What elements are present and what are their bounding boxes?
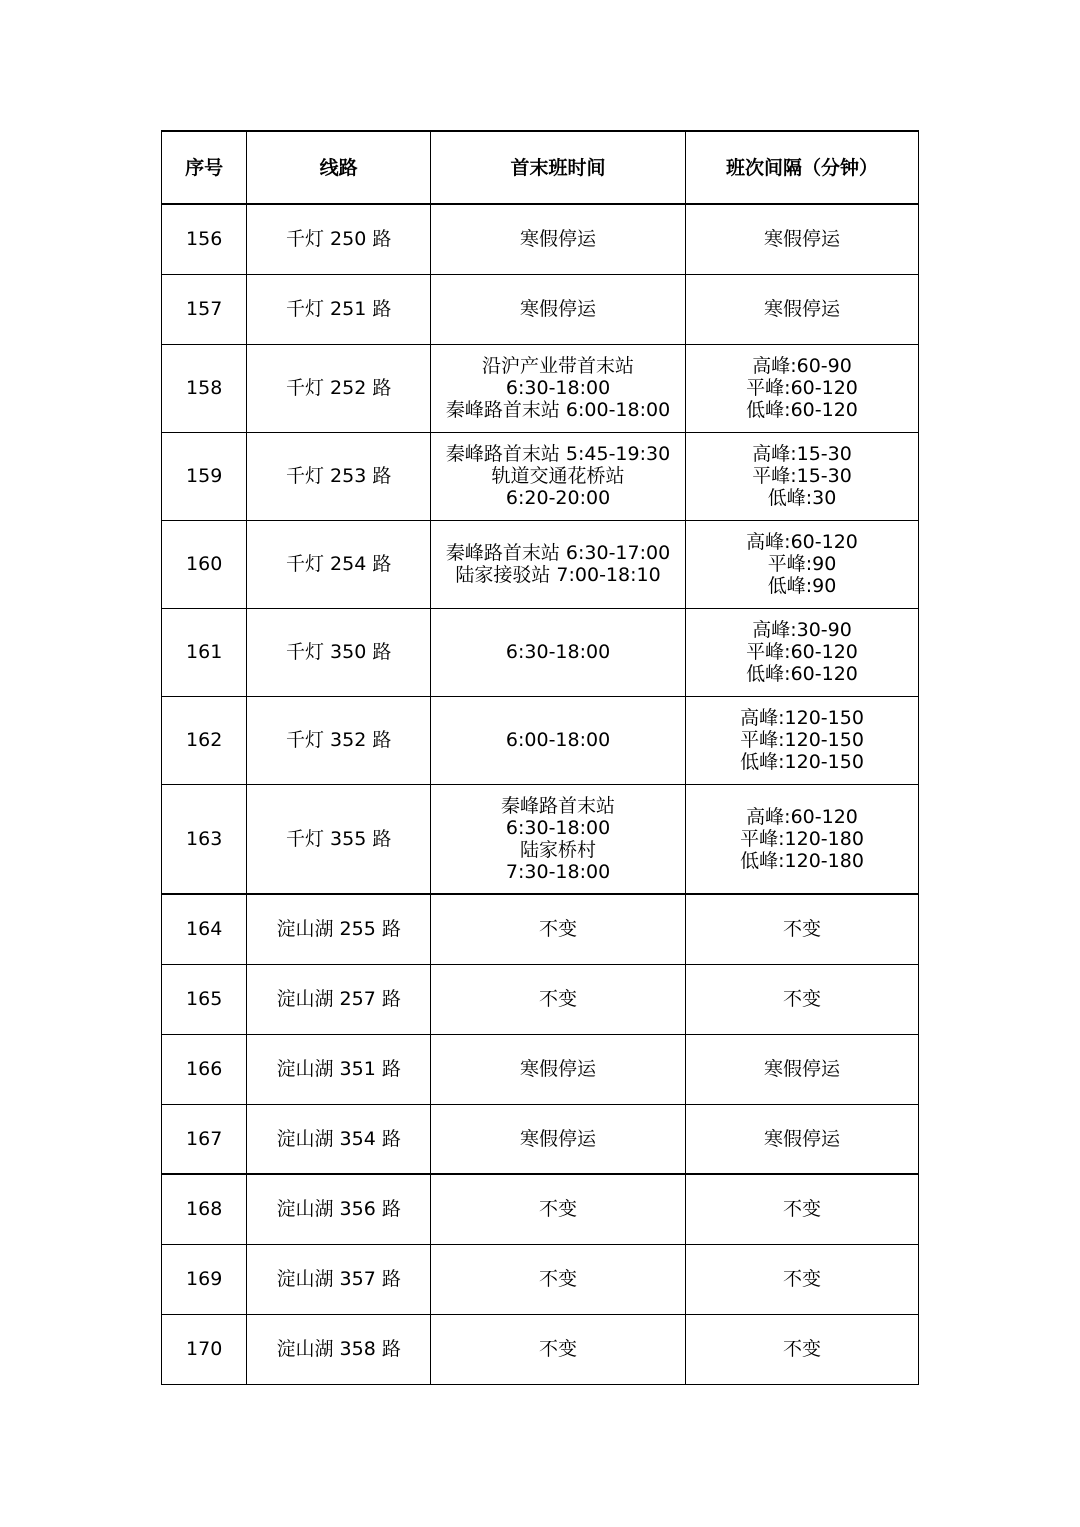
table-row (162, 1314, 919, 1384)
cell-no: 161 (162, 608, 247, 696)
cell-interval (686, 1104, 919, 1174)
cell-route: 淀山湖 358 路 (247, 1314, 431, 1384)
cell-times (431, 784, 686, 894)
time-line: 6:30-18:00 (505, 641, 611, 663)
interval-line: 平峰:120-180 (740, 827, 864, 850)
cell-times (431, 1034, 686, 1104)
interval-line: 低峰:30 (767, 487, 837, 509)
header-no: 序号 (162, 131, 247, 204)
cell-route: 千灯 352 路 (247, 696, 431, 784)
time-line: 寒假停运 (520, 298, 597, 320)
interval-line: 平峰:60-120 (746, 641, 858, 663)
cell-interval (686, 520, 919, 608)
time-line: 6:20-20:00 (505, 487, 611, 509)
cell-times (431, 274, 686, 344)
table-row (162, 608, 919, 696)
table-row (162, 964, 919, 1034)
table-header (162, 131, 919, 204)
time-line: 6:30-18:00 (505, 377, 611, 399)
interval-line: 不变 (783, 1268, 822, 1290)
time-line: 秦峰路首末站 6:30-17:00 (445, 542, 671, 564)
interval-line: 寒假停运 (764, 1058, 841, 1080)
cell-interval (686, 432, 919, 520)
time-line: 7:30-18:00 (505, 860, 611, 883)
interval-line: 不变 (783, 918, 822, 941)
cell-no: 168 (162, 1174, 247, 1244)
cell-route: 淀山湖 354 路 (247, 1104, 431, 1174)
cell-no: 170 (162, 1314, 247, 1384)
time-line: 6:30-18:00 (505, 816, 611, 839)
interval-line: 高峰:120-150 (740, 707, 864, 729)
interval-line: 寒假停运 (764, 298, 841, 320)
interval-line: 寒假停运 (764, 1127, 841, 1150)
cell-times (431, 204, 686, 274)
cell-times (431, 1244, 686, 1314)
cell-route: 千灯 253 路 (247, 432, 431, 520)
cell-route: 淀山湖 257 路 (247, 964, 431, 1034)
interval-line: 高峰:60-120 (746, 531, 858, 553)
time-line: 不变 (539, 988, 578, 1010)
interval-line: 平峰:90 (767, 553, 837, 575)
interval-line: 低峰:90 (767, 575, 837, 597)
cell-route: 淀山湖 351 路 (247, 1034, 431, 1104)
cell-interval (686, 784, 919, 894)
cell-interval (686, 1174, 919, 1244)
interval-line: 低峰:60-120 (746, 399, 858, 421)
time-line: 秦峰路首末站 5:45-19:30 (445, 443, 671, 465)
table-row (162, 696, 919, 784)
table-row (162, 274, 919, 344)
time-line: 轨道交通花桥站 (491, 465, 625, 487)
cell-no: 158 (162, 344, 247, 432)
cell-route: 淀山湖 356 路 (247, 1174, 431, 1244)
cell-no: 167 (162, 1104, 247, 1174)
table-row (162, 1174, 919, 1244)
cell-no: 164 (162, 894, 247, 964)
interval-line: 高峰:30-90 (752, 619, 852, 641)
table-row (162, 1104, 919, 1174)
cell-no: 156 (162, 204, 247, 274)
table-row (162, 432, 919, 520)
cell-route: 千灯 355 路 (247, 784, 431, 894)
header-route: 线路 (247, 131, 431, 204)
header-interval: 班次间隔（分钟） (686, 131, 919, 204)
time-line: 不变 (539, 1338, 578, 1360)
cell-times (431, 696, 686, 784)
time-line: 陆家接驳站 7:00-18:10 (455, 564, 661, 586)
time-line: 6:00-18:00 (505, 729, 611, 751)
cell-interval (686, 696, 919, 784)
cell-route: 淀山湖 357 路 (247, 1244, 431, 1314)
interval-line: 高峰:60-120 (746, 805, 858, 828)
interval-line: 低峰:120-180 (740, 849, 864, 872)
cell-interval (686, 608, 919, 696)
time-line: 不变 (539, 1198, 578, 1221)
table-row (162, 520, 919, 608)
cell-route: 千灯 251 路 (247, 274, 431, 344)
cell-interval (686, 894, 919, 964)
cell-times (431, 964, 686, 1034)
time-line: 秦峰路首末站 6:00-18:00 (445, 399, 671, 421)
table-row (162, 204, 919, 274)
table-row (162, 1034, 919, 1104)
cell-interval (686, 204, 919, 274)
cell-times (431, 894, 686, 964)
cell-times (431, 608, 686, 696)
cell-no: 160 (162, 520, 247, 608)
interval-line: 平峰:60-120 (746, 377, 858, 399)
cell-interval (686, 1034, 919, 1104)
interval-line: 低峰:60-120 (746, 663, 858, 685)
interval-line: 平峰:15-30 (752, 465, 852, 487)
cell-times (431, 1314, 686, 1384)
time-line: 寒假停运 (520, 1058, 597, 1080)
cell-interval (686, 964, 919, 1034)
time-line: 陆家桥村 (520, 838, 597, 861)
interval-line: 不变 (783, 1338, 822, 1360)
cell-no: 166 (162, 1034, 247, 1104)
cell-interval (686, 344, 919, 432)
cell-times (431, 344, 686, 432)
interval-line: 平峰:120-150 (740, 729, 864, 751)
interval-line: 不变 (783, 988, 822, 1010)
cell-route: 千灯 254 路 (247, 520, 431, 608)
time-line: 寒假停运 (520, 1127, 597, 1150)
time-line: 寒假停运 (520, 228, 597, 251)
interval-line: 低峰:120-150 (740, 751, 864, 773)
header-times: 首末班时间 (431, 131, 686, 204)
cell-times (431, 1104, 686, 1174)
table-row (162, 784, 919, 894)
time-line: 沿沪产业带首末站 (482, 355, 635, 377)
table-body (162, 204, 919, 1384)
cell-no: 159 (162, 432, 247, 520)
time-line: 不变 (539, 1268, 578, 1290)
bus-schedule-table (161, 130, 919, 1385)
cell-no: 163 (162, 784, 247, 894)
interval-line: 高峰:15-30 (752, 443, 852, 465)
cell-route: 淀山湖 255 路 (247, 894, 431, 964)
cell-interval (686, 274, 919, 344)
table-row (162, 344, 919, 432)
cell-times (431, 1174, 686, 1244)
cell-route: 千灯 250 路 (247, 204, 431, 274)
cell-times (431, 432, 686, 520)
interval-line: 不变 (783, 1198, 822, 1221)
cell-interval (686, 1314, 919, 1384)
cell-no: 157 (162, 274, 247, 344)
time-line: 不变 (539, 918, 578, 941)
cell-no: 165 (162, 964, 247, 1034)
table-row (162, 1244, 919, 1314)
cell-times (431, 520, 686, 608)
cell-no: 162 (162, 696, 247, 784)
cell-interval (686, 1244, 919, 1314)
interval-line: 高峰:60-90 (752, 355, 852, 377)
cell-route: 千灯 350 路 (247, 608, 431, 696)
time-line: 秦峰路首末站 (501, 794, 616, 817)
cell-route: 千灯 252 路 (247, 344, 431, 432)
header-row (162, 131, 919, 204)
cell-no: 169 (162, 1244, 247, 1314)
interval-line: 寒假停运 (764, 228, 841, 251)
table-row (162, 894, 919, 964)
